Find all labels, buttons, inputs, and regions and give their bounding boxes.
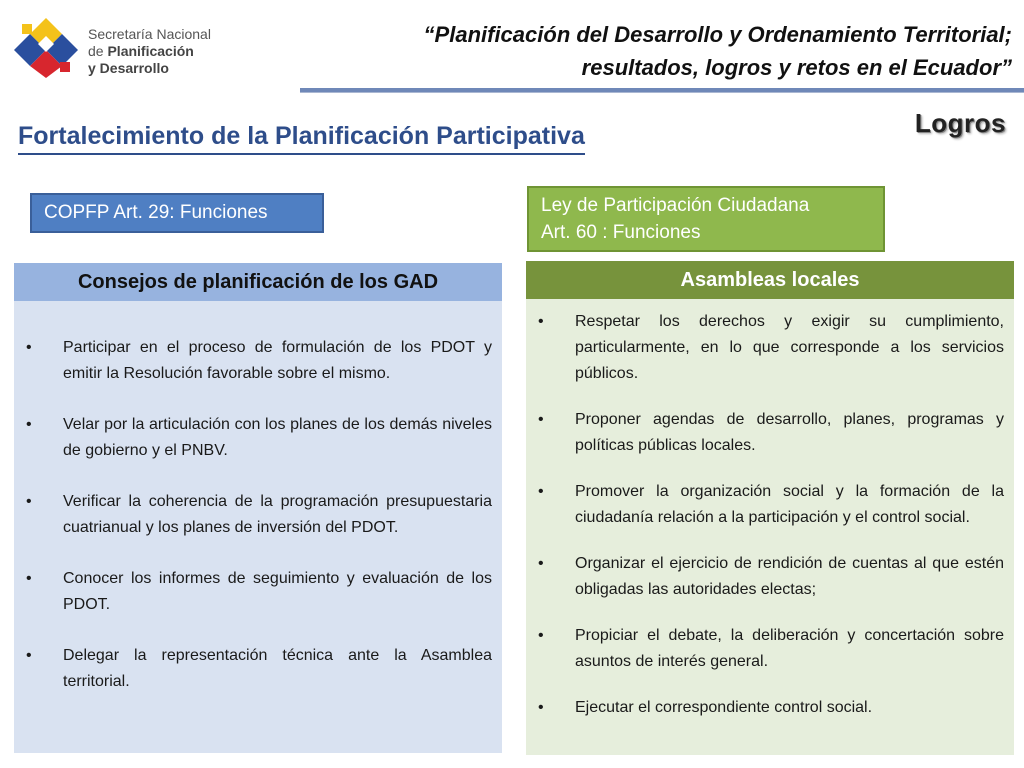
bullet-icon: •: [26, 570, 32, 587]
logo-line-3: y Desarrollo: [88, 60, 169, 76]
consejos-heading: Consejos de planificación de los GAD: [14, 263, 502, 301]
bullet-icon: •: [538, 699, 544, 716]
consejos-list: [14, 301, 502, 695]
list-item: • Promover la organización social y la formación de la ciudadanía relación a la participación y el control social.: [538, 479, 1004, 531]
bullet-icon: •: [26, 416, 32, 433]
bullet-icon: •: [538, 627, 544, 644]
list-item: • Velar por la articulación con los planes de los demás niveles de gobierno y el PNBV.: [26, 412, 492, 464]
logo-line-2: de Planificación: [88, 43, 194, 59]
list-item: • Proponer agendas de desarrollo, planes, programas y políticas públicas locales.: [538, 407, 1004, 459]
list-item: • Participar en el proceso de formulación de los PDOT y emitir la Resolución favorable sobre el mismo.: [26, 335, 492, 387]
asambleas-heading: Asambleas locales: [526, 261, 1014, 299]
logros-badge: Logros: [914, 108, 1006, 138]
bullet-icon: •: [538, 313, 544, 330]
list-item: • Delegar la representación técnica ante la Asamblea territorial.: [26, 643, 492, 695]
logo-emblem-icon: [14, 16, 78, 80]
list-item: • Organizar el ejercicio de rendición de cuentas al que estén obligadas las autoridades electas;: [538, 551, 1004, 603]
bullet-icon: •: [538, 483, 544, 500]
ley-participacion-tag: [527, 186, 885, 252]
list-item: • Verificar la coherencia de la programación presupuestaria cuatrianual y los planes de inversión del PDOT.: [26, 489, 492, 541]
bullet-icon: •: [538, 411, 544, 428]
header-divider: [300, 88, 1024, 93]
ley-tag-line-1: Ley de Participación Ciudadana: [541, 195, 810, 216]
asambleas-panel: [526, 261, 1014, 755]
bullet-icon: •: [26, 339, 32, 356]
ley-tag-line-2: Art. 60 : Funciones: [541, 222, 701, 243]
logo-line-1: Secretaría Nacional: [88, 26, 211, 42]
asambleas-list: [526, 299, 1014, 721]
bullet-icon: •: [26, 647, 32, 664]
list-item: • Conocer los informes de seguimiento y evaluación de los PDOT.: [26, 566, 492, 618]
title-line-1: “Planificación del Desarrollo y Ordenamiento Territorial;: [423, 22, 1012, 47]
list-item: • Respetar los derechos y exigir su cumplimiento, particularmente, en lo que corresponde a los servicios públicos.: [538, 309, 1004, 387]
consejos-panel: [14, 263, 502, 753]
title-line-2: resultados, logros y retos en el Ecuador”: [581, 55, 1012, 80]
copfp-tag: COPFP Art. 29: Funciones: [30, 193, 324, 233]
section-title: Fortalecimiento de la Planificación Participativa: [18, 122, 585, 155]
bullet-icon: •: [538, 555, 544, 572]
list-item: • Propiciar el debate, la deliberación y concertación sobre asuntos de interés general.: [538, 623, 1004, 675]
presentation-title: [272, 18, 1012, 84]
senplades-logo: [14, 16, 224, 80]
list-item: • Ejecutar el correspondiente control social.: [538, 695, 1004, 721]
bullet-icon: •: [26, 493, 32, 510]
logo-text: [88, 26, 211, 77]
